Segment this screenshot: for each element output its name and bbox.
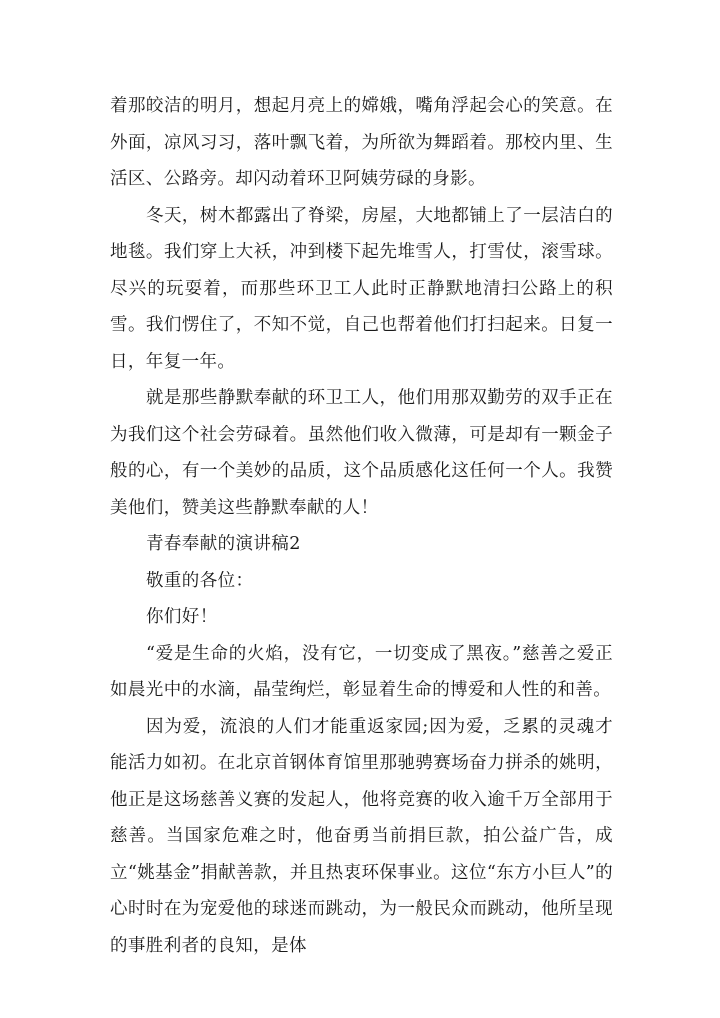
paragraph-winter: 冬天，树木都露出了脊梁，房屋，大地都铺上了一层洁白的地毯。我们穿上大袄，冲到楼下起先堆雪人，打雪仗，滚雪球。尽兴的玩耍着，而那些环卫工人此时正静默地清扫公路上的积雪。我们愣住了，不知不觉，自己也帮着他们打扫起来。日复一日，年复一年。: [110, 205, 613, 372]
paragraph-yao-ming: 因为爱，流浪的人们才能重返家园;因为爱，乏累的灵魂才能活力如初。在北京首钢体育馆里那驰骋赛场奋力拼杀的姚明，他正是这场慈善义赛的发起人，他将竞赛的收入逾千万全部用于慈善。当国家危难之时，他奋勇当前捐巨款，拍公益广告，成立“姚基金”捐献善款，并且热衷环保事业。这位“东方小巨人”的心时时在为宠爱他的球迷而跳动，为一般民众而跳动，他所呈现的事胜利者的良知，是体: [110, 716, 613, 956]
paragraph-love-quote: “爱是生命的火焰，没有它，一切变成了黑夜。”慈善之爱正如晨光中的水滴，晶莹绚烂，彰显着生命的博爱和人性的和善。: [110, 643, 613, 700]
document-page: [110, 88, 613, 964]
salutation: 敬重的各位：: [146, 570, 254, 591]
paragraph-sanitation-workers: 就是那些静默奉献的环卫工人，他们用那双勤劳的双手正在为我们这个社会劳碌着。虽然他们收入微薄，可是却有一颗金子般的心，有一个美妙的品质，这个品质感化这任何一个人。我赞美他们，赞美这些静默奉献的人！: [110, 388, 613, 518]
greeting: 你们好！: [146, 607, 218, 627]
paragraph-moon-continuation: 着那皎洁的明月，想起月亮上的嫦娥，嘴角浮起会心的笑意。在外面，凉风习习，落叶飘飞着，为所欲为舞蹈着。那校内里、生活区、公路旁。却闪动着环卫阿姨劳碌的身影。: [110, 96, 613, 189]
speech-heading: 青春奉献的演讲稿2: [146, 534, 301, 554]
